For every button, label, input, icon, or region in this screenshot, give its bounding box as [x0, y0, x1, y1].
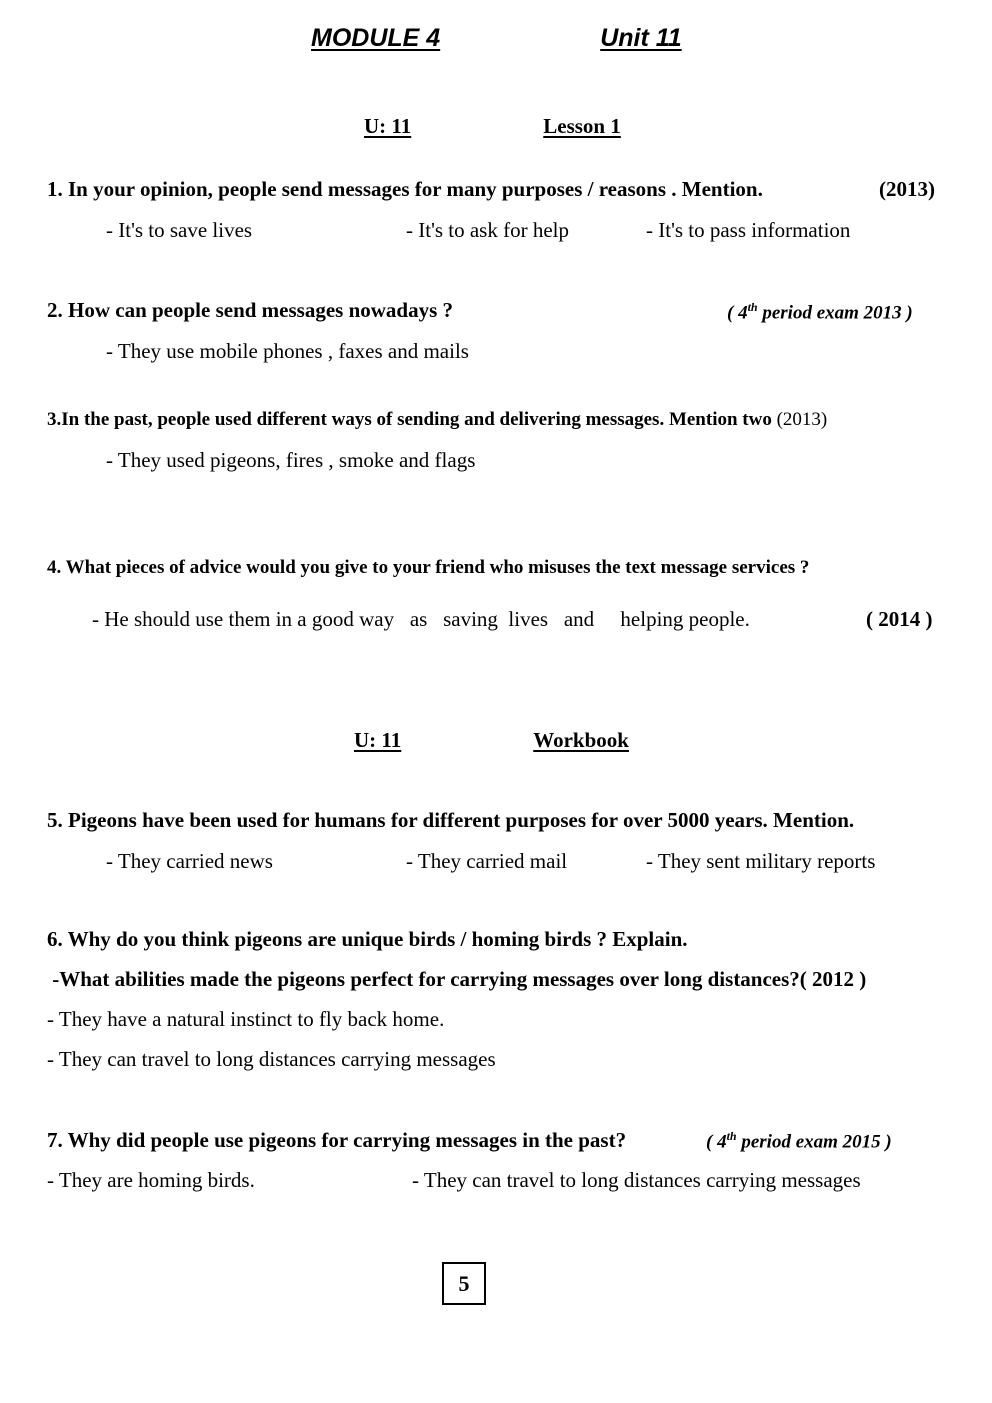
page-number: 5 — [442, 1262, 486, 1305]
answer-3: - They used pigeons, fires , smoke and flags — [106, 448, 476, 472]
module-title: MODULE 4 Unit 11 — [311, 24, 682, 52]
question-6-alt: -What abilities made the pigeons perfect for carrying messages over long distances?( 2012 ) — [47, 967, 867, 991]
answer-1a: - It's to save lives — [106, 218, 253, 242]
answer-6b: - They can travel to long distances carrying messages — [47, 1047, 496, 1071]
question-7: 7. Why did people use pigeons for carrying messages in the past? — [47, 1128, 627, 1152]
answer-5b: - They carried mail — [406, 849, 568, 873]
answer-4-year: ( 2014 ) — [866, 607, 933, 631]
answer-6a: - They have a natural instinct to fly back home. — [47, 1007, 445, 1031]
answer-5c: - They sent military reports — [646, 849, 876, 873]
workbook-heading: U: 11 Workbook — [354, 728, 629, 752]
answer-1b: - It's to ask for help — [406, 218, 569, 242]
answer-7b: - They can travel to long distances carrying messages — [412, 1168, 861, 1192]
question-3: 3.In the past, people used different ways of sending and delivering messages. Mention two (2013) — [47, 409, 828, 430]
question-1-year: (2013) — [879, 177, 935, 201]
question-7-source: ( 4th period exam 2015 ) — [706, 1129, 892, 1153]
question-2: 2. How can people send messages nowadays ? — [47, 298, 454, 322]
question-1: 1. In your opinion, people send messages for many purposes / reasons . Mention. — [47, 177, 763, 201]
question-2-source: ( 4th period exam 2013 ) — [727, 300, 913, 324]
answer-5a: - They carried news — [106, 849, 273, 873]
answer-1c: - It's to pass information — [646, 218, 851, 242]
question-4: 4. What pieces of advice would you give to your friend who misuses the text message services ? — [47, 557, 810, 578]
answer-4: - He should use them in a good way as saving lives and helping people. — [92, 607, 750, 631]
question-6: 6. Why do you think pigeons are unique birds / homing birds ? Explain. — [47, 927, 688, 951]
answer-7a: - They are homing birds. — [47, 1168, 255, 1192]
answer-2: - They use mobile phones , faxes and mails — [106, 339, 469, 363]
lesson-heading: U: 11 Lesson 1 — [364, 114, 621, 138]
question-5: 5. Pigeons have been used for humans for different purposes for over 5000 years. Mention. — [47, 808, 855, 832]
